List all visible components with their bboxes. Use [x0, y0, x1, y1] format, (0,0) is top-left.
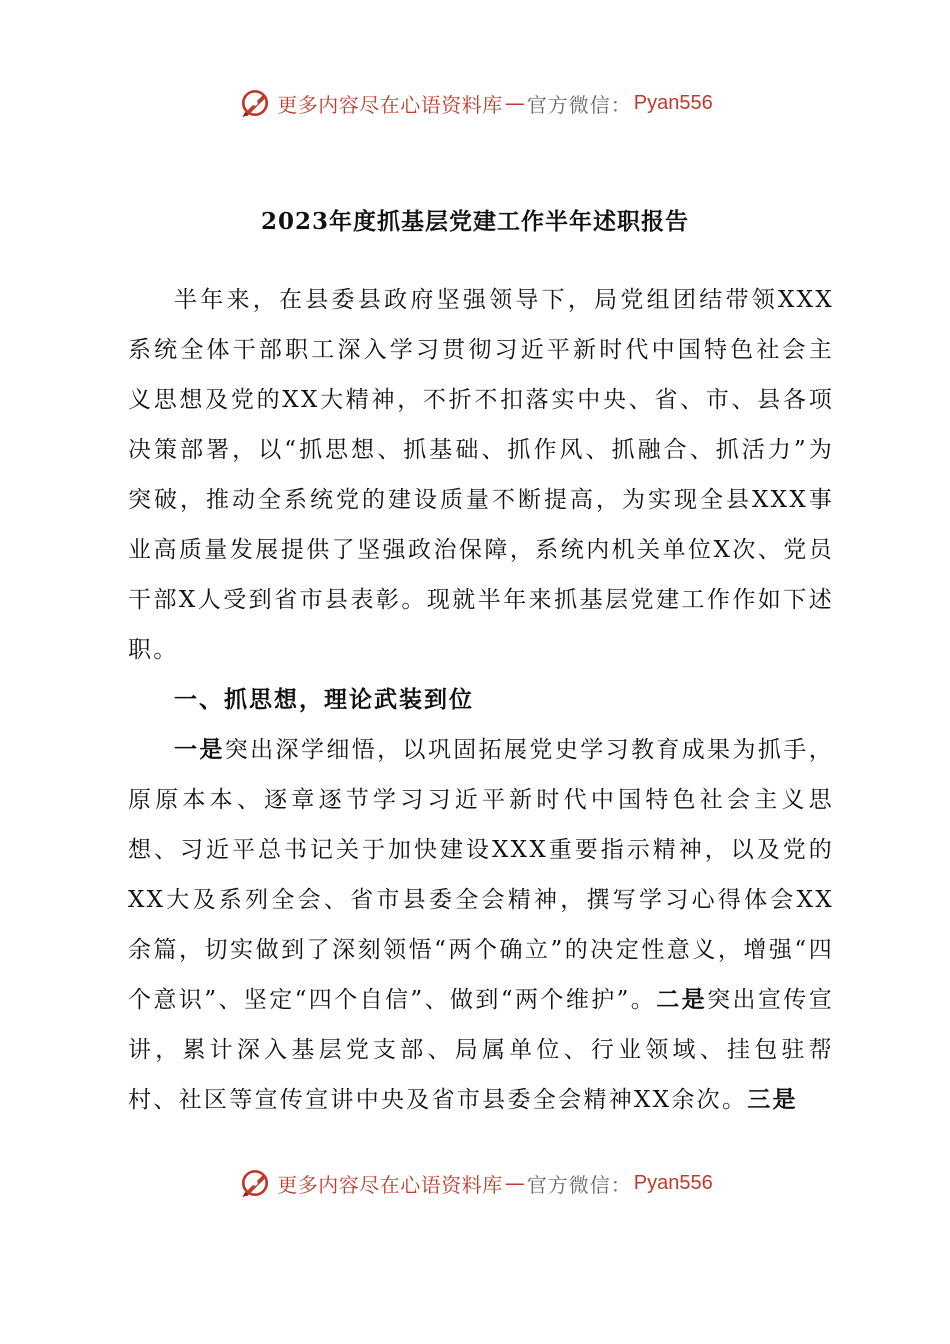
watermark-red-text: 更多内容尽在心语资料库 — [277, 1172, 503, 1197]
lead-second: 二是 — [656, 986, 708, 1013]
watermark-grey-text: 官方微信： — [526, 92, 632, 117]
watermark-dash: — — [504, 91, 525, 115]
watermark-grey-text: 官方微信： — [526, 1172, 632, 1197]
section-1-paragraph — [128, 725, 834, 1125]
section-1-text-1: 突出深学细悟，以巩固拓展党史学习教育成果为抓手，原原本本、逐章逐节学习习近平新时代中国特色社会主义思想、习近平总书记关于加快建设XXX重要指示精神，以及党的XX大及系列全会、省市县委全会精神，撰写学习心得体会XX余篇，切实做到了深刻领悟“两个确立”的决定性意义，增强“四个意识”、坚定“四个自信”、做到“两个维护”。 — [128, 737, 834, 1013]
document-body — [128, 275, 834, 1125]
watermark-banner-top — [0, 83, 950, 123]
lead-third: 三是 — [747, 1086, 798, 1113]
watermark-red-text: 更多内容尽在心语资料库 — [277, 92, 503, 117]
section-1-text-2: 突出宣传宣讲，累计深入基层党支部、局属单位、行业领域、挂包驻帮村、社区等宣传宣讲中央及省市县委全会精神XX余次。 — [128, 987, 835, 1113]
lead-first: 一是 — [174, 736, 225, 763]
pen-logo-icon — [237, 1165, 273, 1201]
section-1-heading: 一、抓思想，理论武装到位 — [174, 686, 474, 713]
intro-paragraph: 半年来，在县委县政府坚强领导下，局党组团结带领XXX系统全体干部职工深入学习贯彻习近平新时代中国特色社会主义思想及党的XX大精神，不折不扣落实中央、省、市、县各项决策部署，以“抓思想、抓基础、抓作风、抓融合、抓活力”为突破，推动全系统党的建设质量不断提高，为实现全县XXX事业高质量发展提供了坚强政治保障，系统内机关单位X次、党员干部X人受到省市县表彰。现就半年来抓基层党建工作作如下述职。 — [128, 287, 834, 663]
watermark-wechat-id: Pyan556 — [633, 1171, 713, 1194]
watermark-dash: — — [504, 1171, 525, 1195]
watermark-banner-bottom — [0, 1163, 950, 1203]
document-title: 2023年度抓基层党建工作半年述职报告 — [260, 208, 689, 235]
pen-logo-icon — [237, 85, 273, 121]
watermark-wechat-id: Pyan556 — [633, 91, 713, 114]
